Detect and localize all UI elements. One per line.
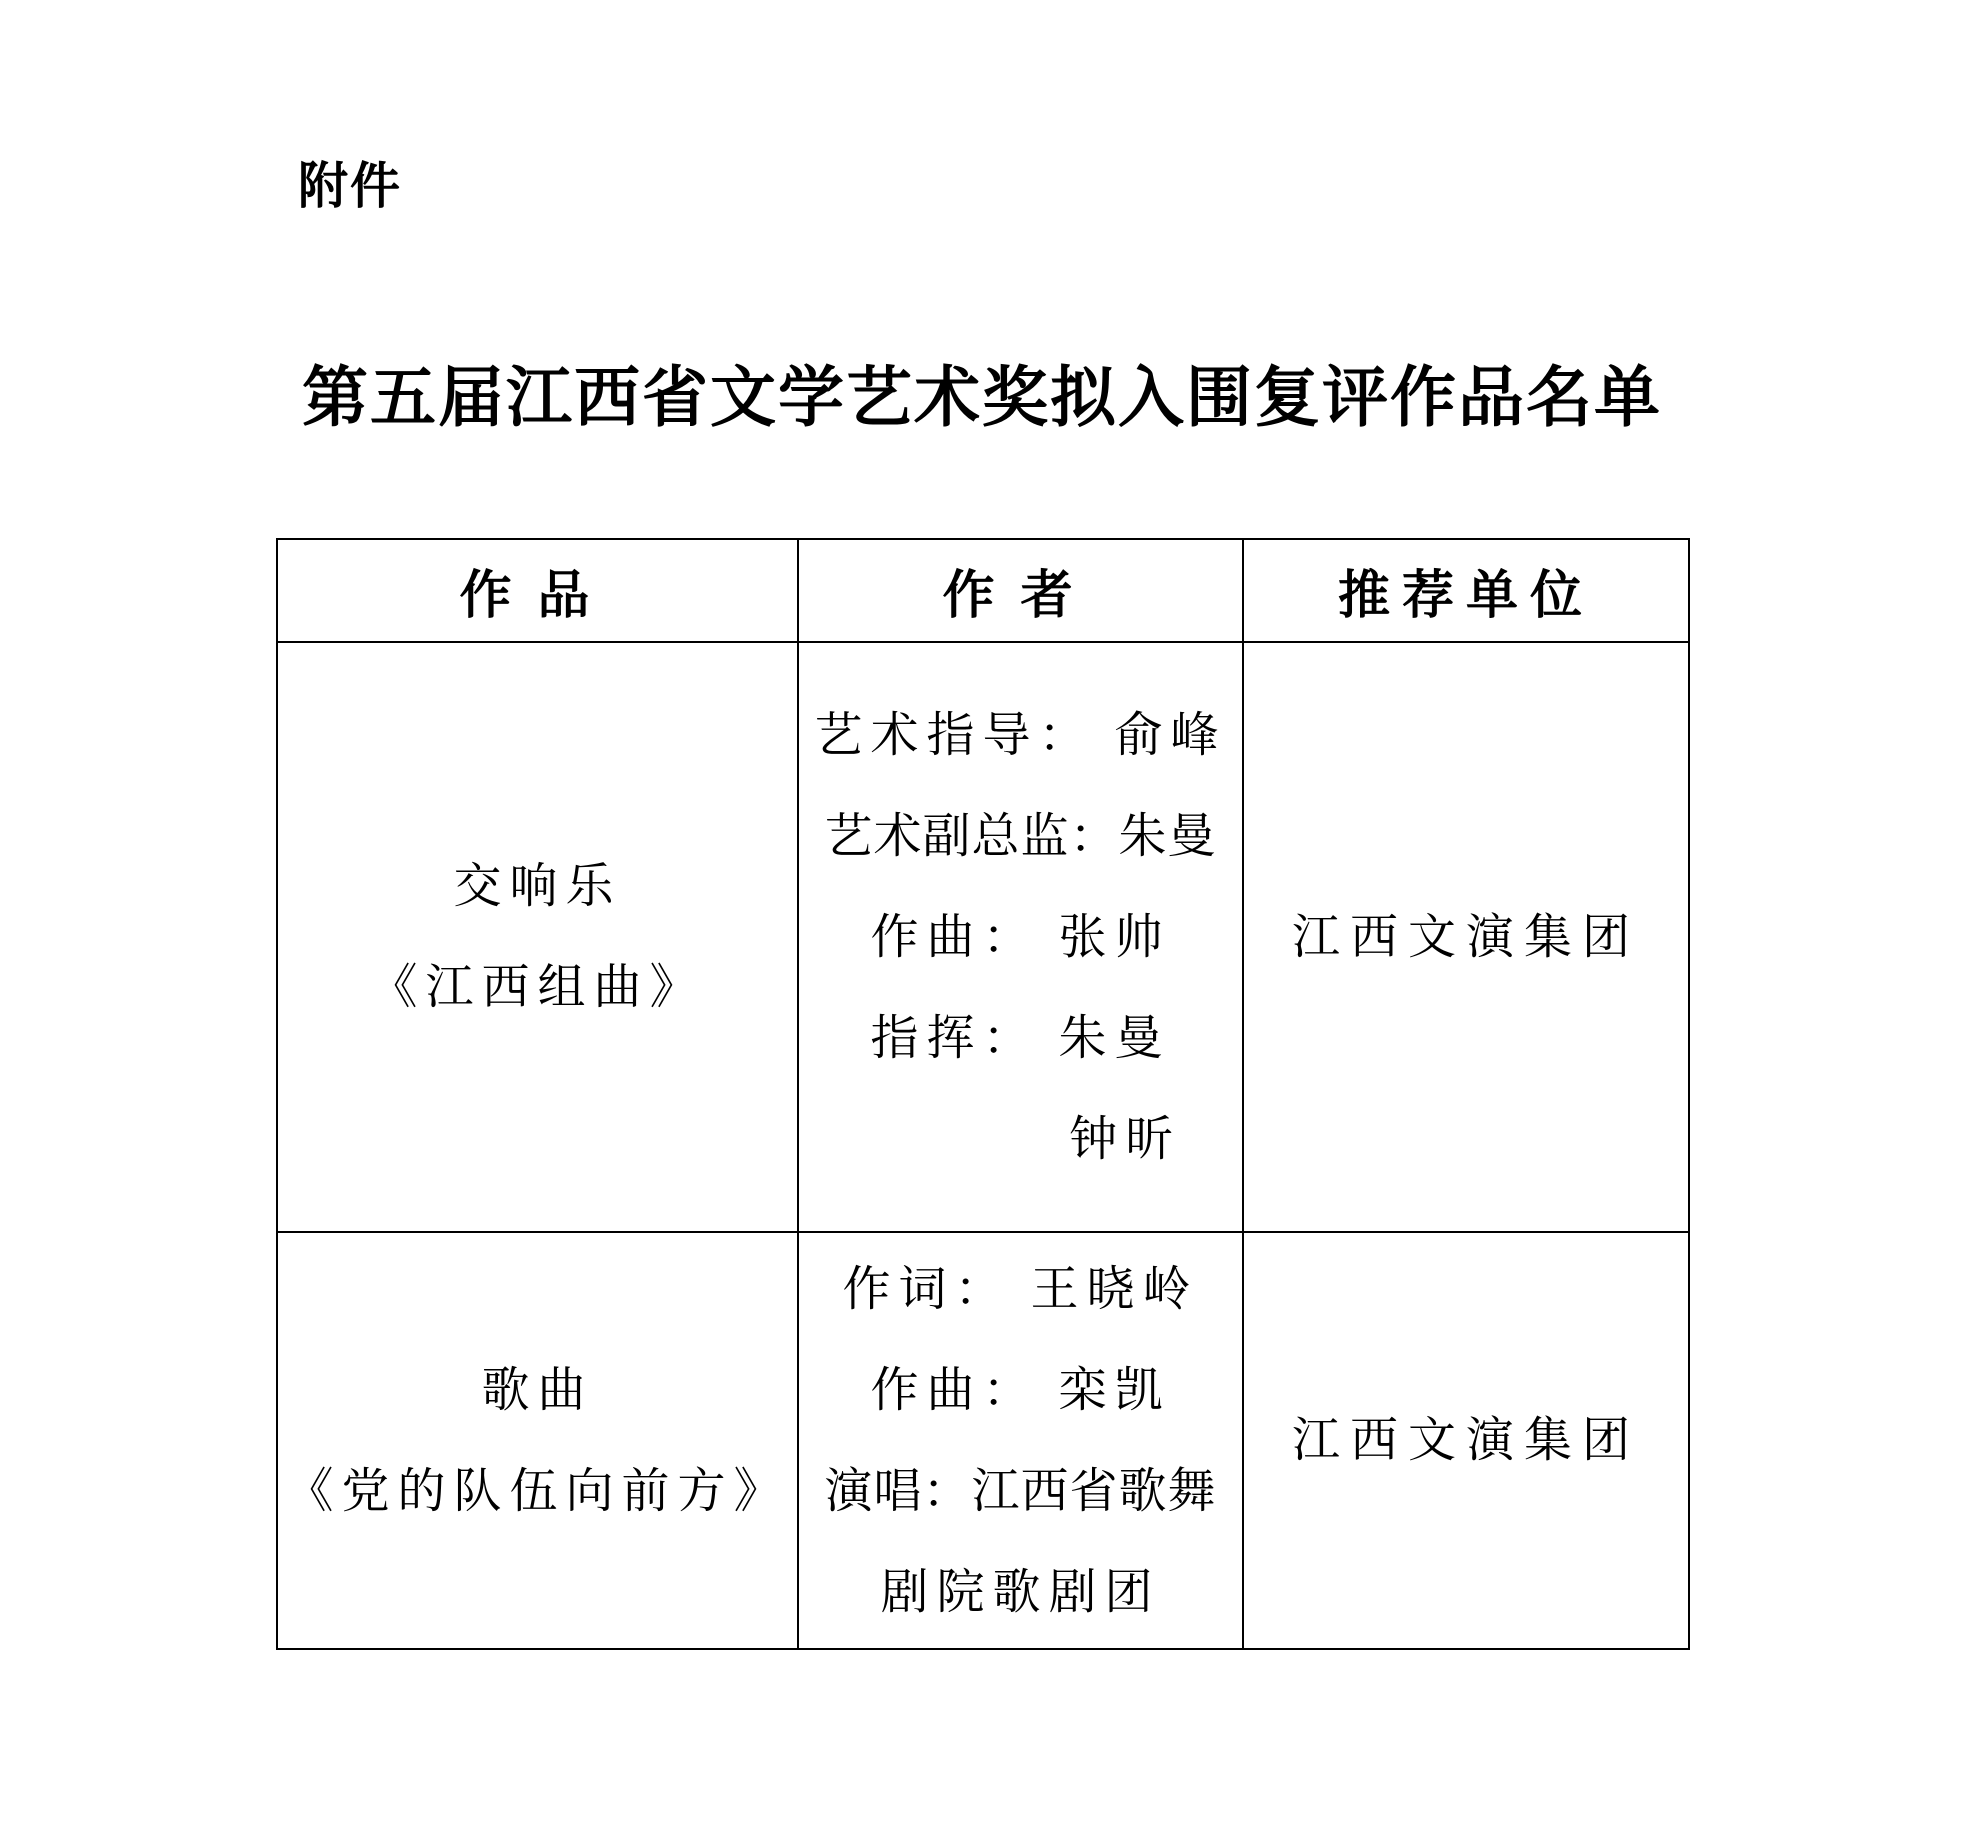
- recommender-line: 江西文演集团: [1291, 910, 1640, 964]
- author-line: 作曲： 栾凯: [870, 1363, 1171, 1417]
- work-line: 交响乐: [453, 860, 622, 913]
- document-title: 第五届江西省文学艺术奖拟入围复评作品名单: [302, 360, 1662, 434]
- author-line: 钟昕: [1069, 1112, 1182, 1166]
- author-line: 作词： 王晓岭: [842, 1262, 1199, 1316]
- table-row: [277, 1232, 1689, 1649]
- author-line: 作曲： 张帅: [870, 910, 1171, 964]
- work-line: 《江西组曲》: [369, 961, 706, 1014]
- work-line: 《党的队伍向前方》: [285, 1464, 790, 1518]
- work-line: 歌曲: [481, 1363, 594, 1417]
- col-header-author: 作者: [798, 539, 1243, 642]
- author-cell: [798, 642, 1243, 1232]
- col-header-work: 作品: [277, 539, 798, 642]
- author-line: 剧院歌剧团: [880, 1565, 1161, 1619]
- author-cell: [798, 1232, 1243, 1649]
- attachment-label: 附件: [298, 158, 402, 214]
- work-cell: [277, 1232, 798, 1649]
- recommender-cell: [1243, 1232, 1689, 1649]
- author-line: 艺术副总监：朱曼: [824, 809, 1217, 863]
- table-row: [277, 642, 1689, 1232]
- work-cell: [277, 642, 798, 1232]
- recommender-cell: [1243, 642, 1689, 1232]
- author-line: 指挥： 朱曼: [870, 1011, 1171, 1065]
- recommender-line: 江西文演集团: [1291, 1414, 1640, 1467]
- works-table: [276, 538, 1690, 1650]
- author-line: 艺术指导： 俞峰: [814, 708, 1227, 762]
- author-line: 演唱：江西省歌舞: [824, 1464, 1217, 1518]
- col-header-recommender: 推荐单位: [1243, 539, 1689, 642]
- table-header-row: [277, 539, 1689, 642]
